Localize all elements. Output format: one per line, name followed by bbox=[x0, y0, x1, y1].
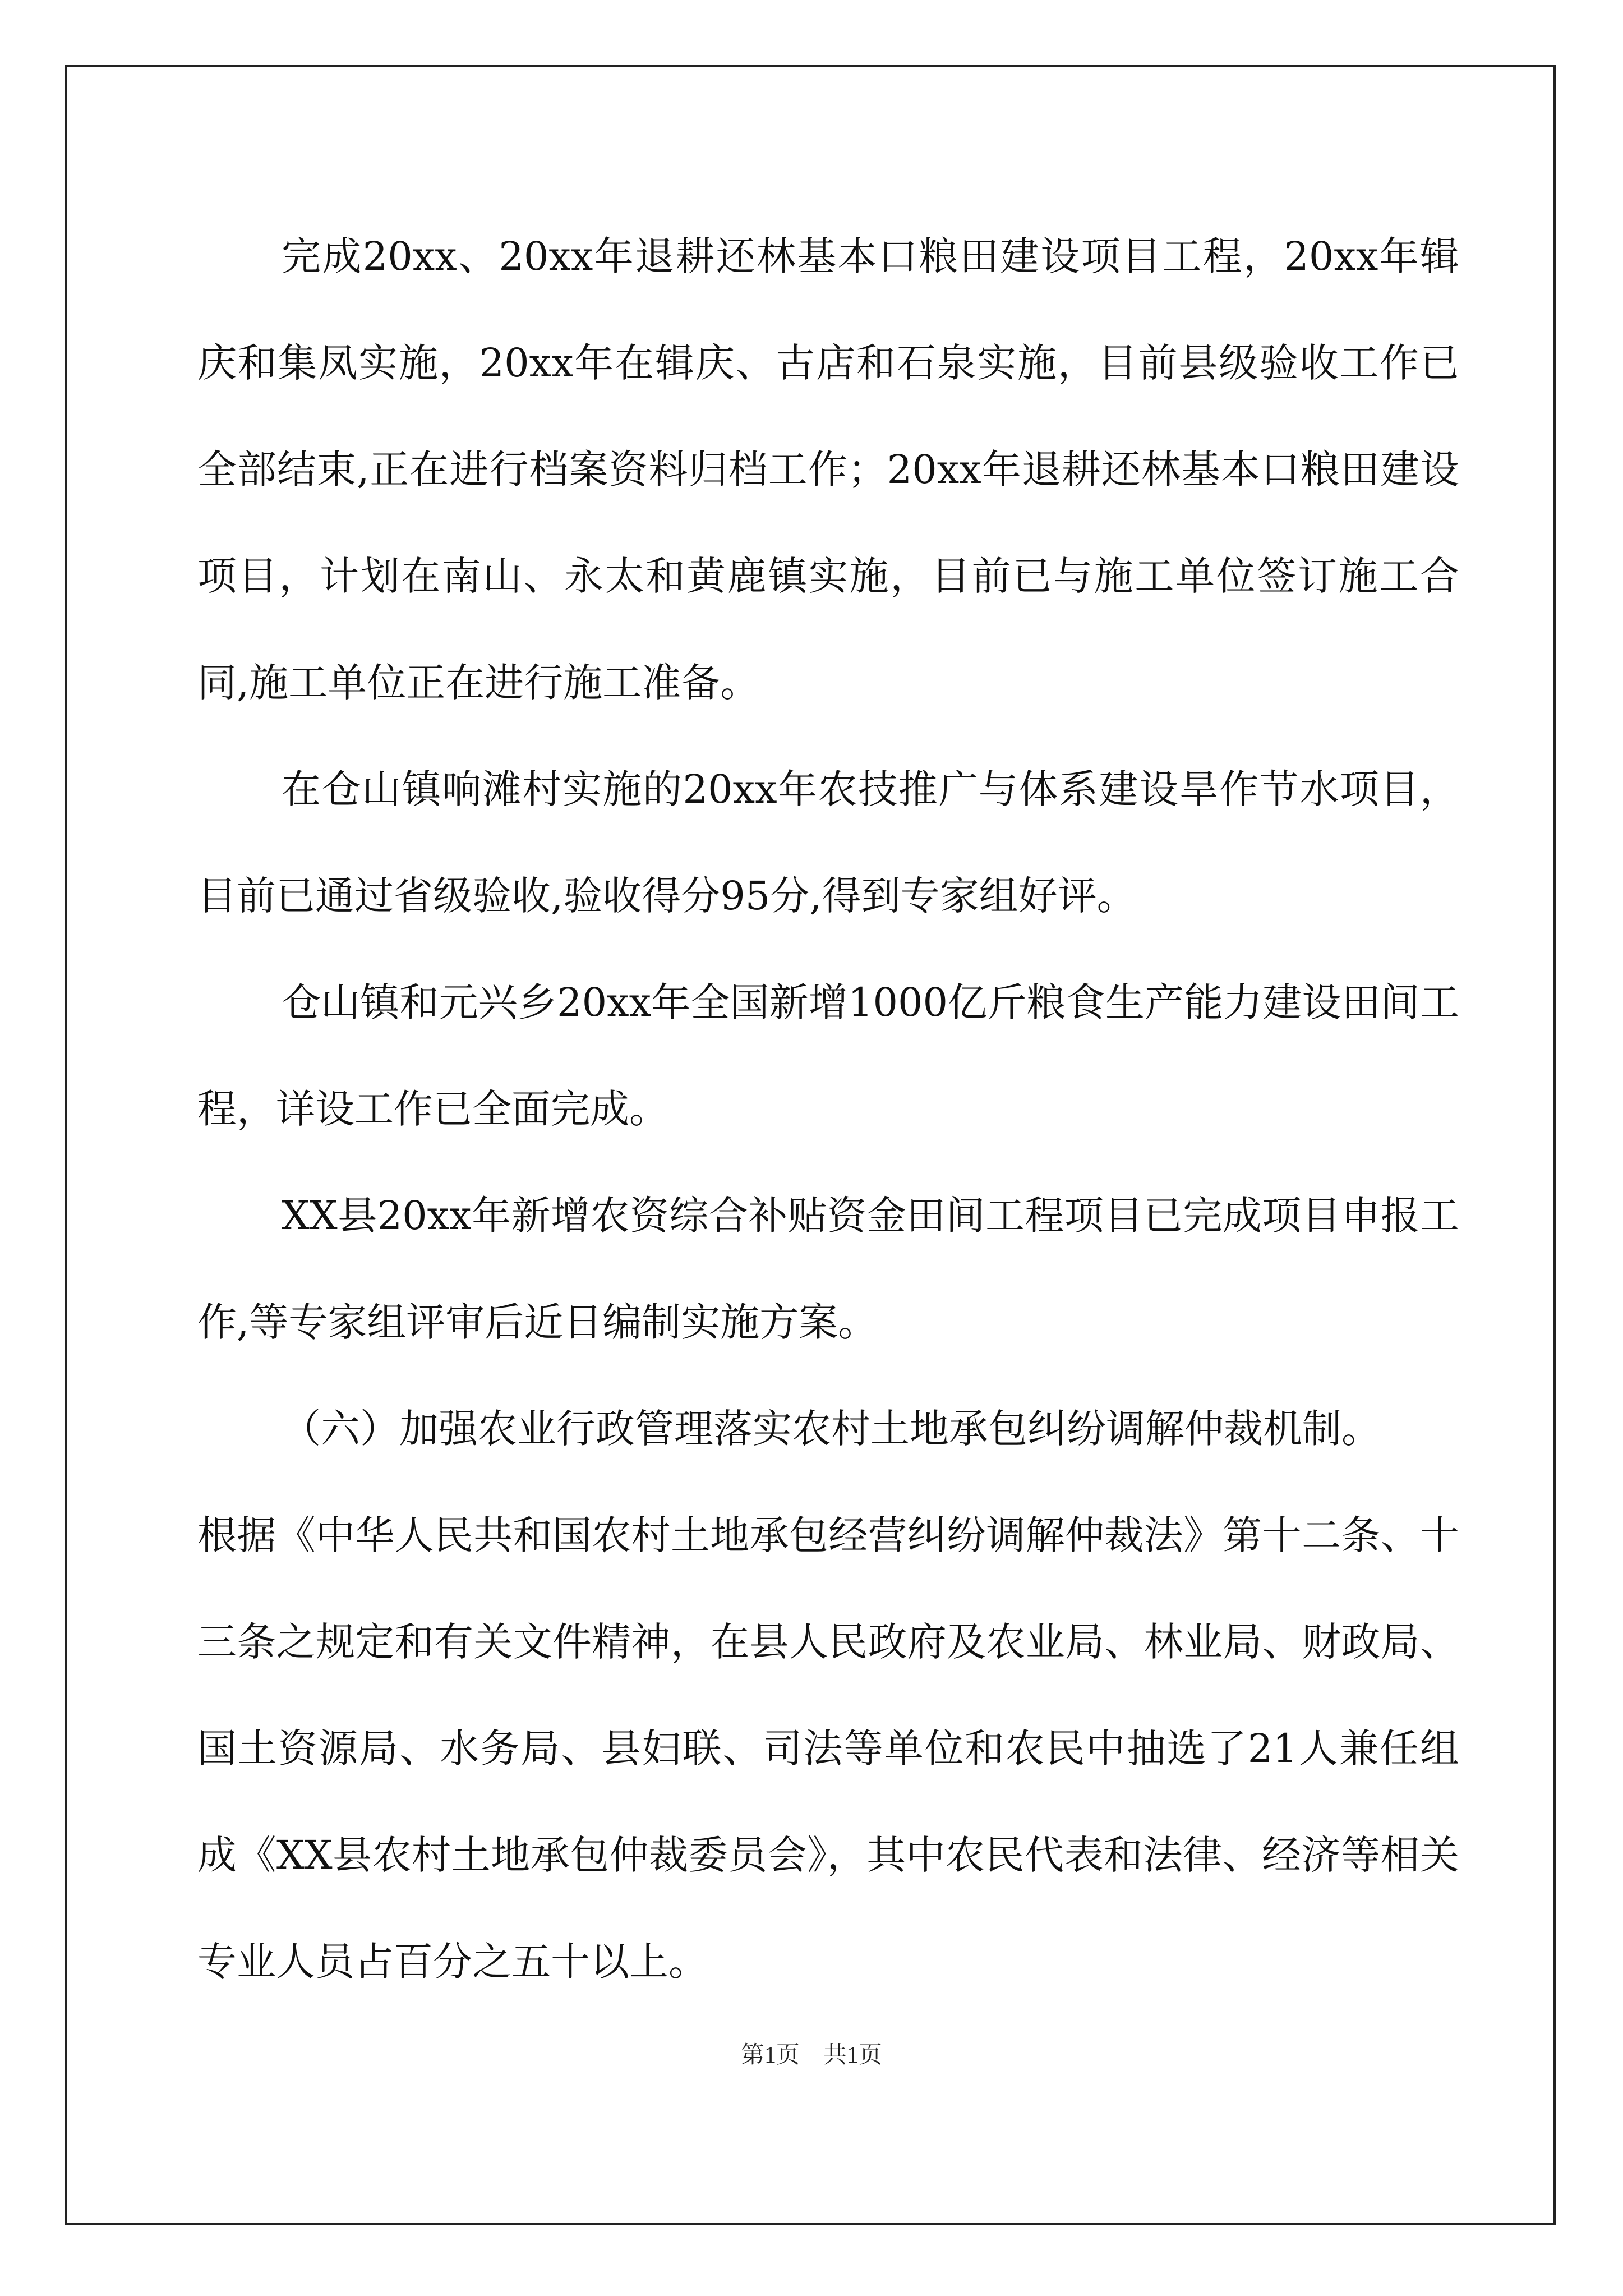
document-body bbox=[197, 203, 1459, 2015]
paragraph-project-completion: 完成20xx、20xx年退耕还林基本口粮田建设项目工程，20xx年辑庆和集凤实施，20xx年在辑庆、古店和石泉实施，目前县级验收工作已全部结束,正在进行档案资料归档工作；20xx年退耕还林基本口粮田建设项目，计划在南山、永太和黄鹿镇实施，目前已与施工单位签订施工合同,施工单位正在进行施工准备。 bbox=[197, 233, 1459, 706]
page-footer: 第1页 共1页 bbox=[740, 2042, 882, 2068]
paragraph-subsidy-project: XX县20xx年新增农资综合补贴资金田间工程项目已完成项目申报工作,等专家组评审后近日编制实施方案。 bbox=[197, 1193, 1459, 1345]
paragraph-water-saving-project: 在仓山镇响滩村实施的20xx年农技推广与体系建设旱作节水项目，目前已通过省级验收,验收得分95分,得到专家组好评。 bbox=[197, 766, 1459, 919]
paragraph-arbitration-committee: 根据《中华人民共和国农村土地承包经营纠纷调解仲裁法》第十二条、十三条之规定和有关文件精神，在县人民政府及农业局、林业局、财政局、国土资源局、水务局、县妇联、司法等单位和农民中抽选了21人兼任组成《XX县农村土地承包仲裁委员会》，其中农民代表和法律、经济等相关专业人员占百分之五十以上。 bbox=[197, 1512, 1459, 1985]
section-heading-six: （六）加强农业行政管理落实农村土地承包纠纷调解仲裁机制。 bbox=[282, 1406, 1381, 1452]
paragraph-grain-capacity: 仓山镇和元兴乡20xx年全国新增1000亿斤粮食生产能力建设田间工程，详设工作已全面完成。 bbox=[197, 979, 1459, 1132]
